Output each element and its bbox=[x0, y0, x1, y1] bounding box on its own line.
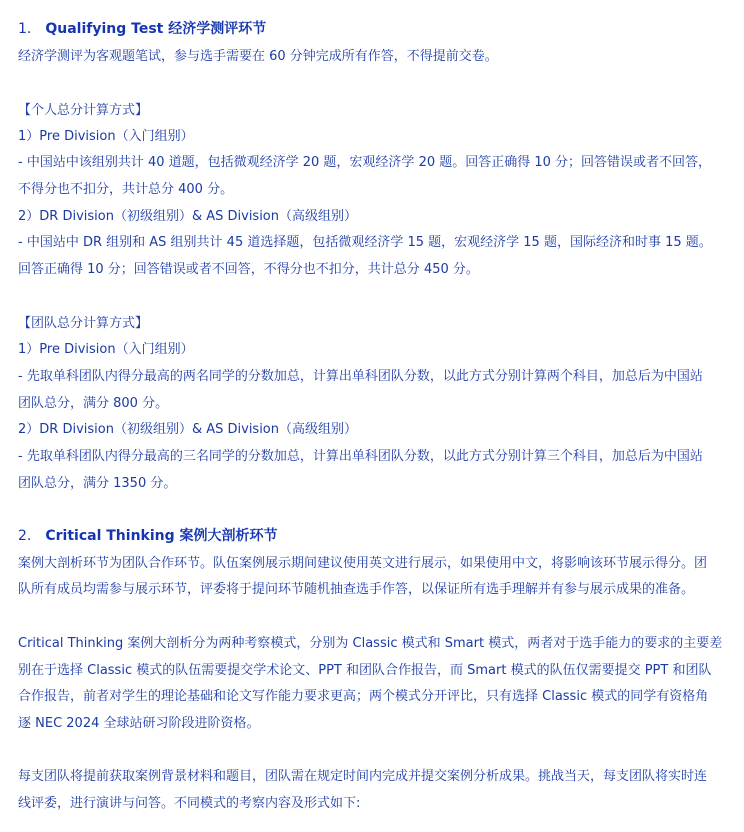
section-2-title: Critical Thinking 案例大剖析环节 bbox=[45, 528, 278, 544]
section-1-intro: 经济学测评为客观题笔试，参与选手需要在 60 分钟完成所有作答，不得提前交卷。 bbox=[18, 49, 498, 64]
individual-pre-division-line-2: 不得分也不扣分，共计总分 400 分。 bbox=[18, 182, 234, 197]
section-1-heading bbox=[18, 16, 266, 43]
individual-score-header: 【个人总分计算方式】 bbox=[18, 103, 149, 118]
individual-pre-division-title: 1）Pre Division（入门组别） bbox=[18, 129, 194, 144]
individual-pre-division-line-1: - 中国站中该组别共计 40 道题，包括微观经济学 20 题，宏观经济学 20 题。回答正确得 10 分；回答错误或者不回答， bbox=[18, 155, 712, 170]
section-2-para-1-line-2: 队所有成员均需参与展示环节，评委将于提问环节随机抽查选手作答，以保证所有选手理解并有参与展示成果的准备。 bbox=[18, 582, 695, 597]
section-1-number: 1. bbox=[18, 21, 32, 37]
section-2-heading bbox=[18, 523, 278, 550]
team-dr-as-division-title: 2）DR Division（初级组别）& AS Division（高级组别） bbox=[18, 422, 358, 437]
team-pre-division-line-2: 团队总分，满分 800 分。 bbox=[18, 396, 169, 411]
section-2-para-2-line-4: 逐 NEC 2024 全球站研习阶段进阶资格。 bbox=[18, 716, 260, 731]
section-1-title: Qualifying Test 经济学测评环节 bbox=[45, 21, 267, 37]
individual-dr-as-division-line-1: - 中国站中 DR 组别和 AS 组别共计 45 道选择题，包括微观经济学 15 题，宏观经济学 15 题，国际经济和时事 15 题。 bbox=[18, 235, 712, 250]
team-pre-division-line-1: - 先取单科团队内得分最高的两名同学的分数加总，计算出单科团队分数，以此方式分别计算两个科目，加总后为中国站 bbox=[18, 369, 703, 384]
section-2-para-2-line-2: 别在于选择 Classic 模式的队伍需要提交学术论文、PPT 和团队合作报告，而 Smart 模式的队伍仅需要提交 PPT 和团队 bbox=[18, 663, 712, 678]
individual-dr-as-division-title: 2）DR Division（初级组别）& AS Division（高级组别） bbox=[18, 209, 358, 224]
section-2-para-2-line-3: 合作报告，前者对学生的理论基础和论文写作能力要求更高；两个模式分开评比，只有选择 Classic 模式的同学有资格角 bbox=[18, 689, 709, 704]
team-dr-as-division-line-2: 团队总分，满分 1350 分。 bbox=[18, 476, 177, 491]
team-score-header: 【团队总分计算方式】 bbox=[18, 316, 149, 331]
section-2-para-3-line-2: 线评委，进行演讲与问答。不同模式的考察内容及形式如下: bbox=[18, 796, 361, 811]
team-dr-as-division-line-1: - 先取单科团队内得分最高的三名同学的分数加总，计算出单科团队分数，以此方式分别计算三个科目，加总后为中国站 bbox=[18, 449, 703, 464]
section-2-para-3-line-1: 每支团队将提前获取案例背景材料和题目，团队需在规定时间内完成并提交案例分析成果。挑战当天，每支团队将实时连 bbox=[18, 769, 708, 784]
section-2-para-1-line-1: 案例大剖析环节为团队合作环节。队伍案例展示期间建议使用英文进行展示，如果使用中文，将影响该环节展示得分。团 bbox=[18, 556, 708, 571]
section-2-para-2-line-1: Critical Thinking 案例大剖析分为两种考察模式，分别为 Classic 模式和 Smart 模式，两者对于选手能力的要求的主要差 bbox=[18, 636, 723, 651]
team-pre-division-title: 1）Pre Division（入门组别） bbox=[18, 342, 194, 357]
individual-dr-as-division-line-2: 回答正确得 10 分；回答错误或者不回答，不得分也不扣分，共计总分 450 分。 bbox=[18, 262, 479, 277]
section-2-number: 2. bbox=[18, 528, 32, 544]
